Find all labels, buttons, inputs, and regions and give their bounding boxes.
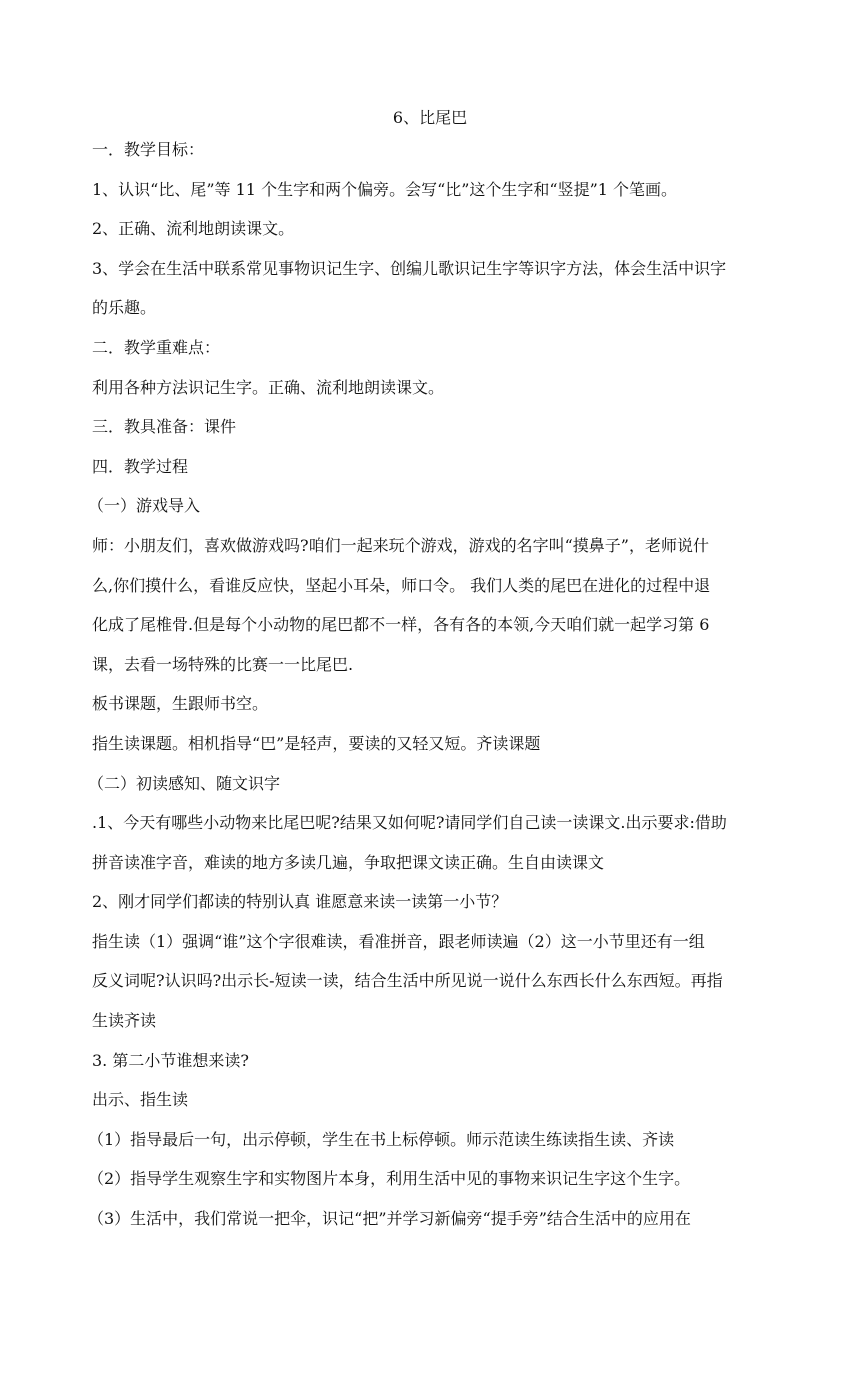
section-heading-process: 四．教学过程 [92,456,189,476]
section-heading-materials: 三．教具准备：课件 [92,417,237,437]
paragraph-line: 生读齐读 [92,1011,157,1031]
paragraph-line: 指生读课题。相机指导“巴”是轻声，要读的又轻又短。齐读课题 [92,733,541,753]
subsection-heading-reading: （二）初读感知、随文识字 [88,773,281,793]
paragraph-line: .1、今天有哪些小动物来比尾巴呢?结果又如何呢?请同学们自己读一读课文.出示要求:借助 [92,813,727,833]
subsection-heading-game: （一）游戏导入 [88,496,201,516]
paragraph-line: 1、认识“比、尾”等 11 个生字和两个偏旁。会写“比”这个生字和“竖提”1 个笔画。 [92,179,678,199]
paragraph-line: （2）指导学生观察生字和实物图片本身，利用生活中见的事物来识记生字这个生字。 [88,1169,691,1189]
paragraph-line: 师：小朋友们，喜欢做游戏吗?咱们一起来玩个游戏，游戏的名字叫“摸鼻子”，老师说什 [92,535,709,555]
paragraph-line: 么,你们摸什么，看谁反应快，坚起小耳朵，师口令。 我们人类的尾巴在进化的过程中退 [92,575,711,595]
section-heading-key-points: 二．教学重难点： [92,337,221,357]
paragraph-line: （1）指导最后一句，出示停顿，学生在书上标停顿。师示范读生练读指生读、齐读 [88,1129,675,1149]
paragraph-line: 2、正确、流利地朗读课文。 [92,219,295,239]
paragraph-line: 反义词呢?认识吗?出示长-短读一读，结合生活中所见说一说什么东西长什么东西短。再指 [92,971,723,991]
paragraph-line: 课，去看一场特殊的比赛一一比尾巴. [92,654,354,674]
paragraph-line: 指生读（1）强调“谁”这个字很难读，看准拼音，跟老师读遍（2）这一小节里还有一组 [92,931,705,951]
paragraph-line: 利用各种方法识记生字。正确、流利地朗读课文。 [92,377,445,397]
paragraph-line: 2、刚才同学们都读的特别认真 谁愿意来读一读第一小节？ [92,892,508,912]
paragraph-line: 拼音读准字音，难读的地方多读几遍，争取把课文读正确。生自由读课文 [92,852,605,872]
paragraph-line: 3、学会在生活中联系常见事物识记生字、创编儿歌识记生字等识字方法，体会生活中识字 [92,258,727,278]
paragraph-line: 3. 第二小节谁想来读? [92,1050,249,1070]
paragraph-line: 板书课题，生跟师书空。 [92,694,269,714]
document-title: 6、比尾巴 [392,108,468,127]
paragraph-line: 出示、指生读 [92,1090,189,1110]
paragraph-line: 的乐趣。 [92,298,157,318]
paragraph-line: （3）生活中，我们常说一把伞，识记“把”并学习新偏旁“提手旁”结合生活中的应用在 [88,1209,691,1229]
document-body [88,140,782,1249]
section-heading-objectives: 一．教学目标： [92,140,205,159]
paragraph-line: 化成了尾椎骨.但是每个小动物的尾巴都不一样，各有各的本领,今天咱们就一起学习第 6 [92,615,710,635]
